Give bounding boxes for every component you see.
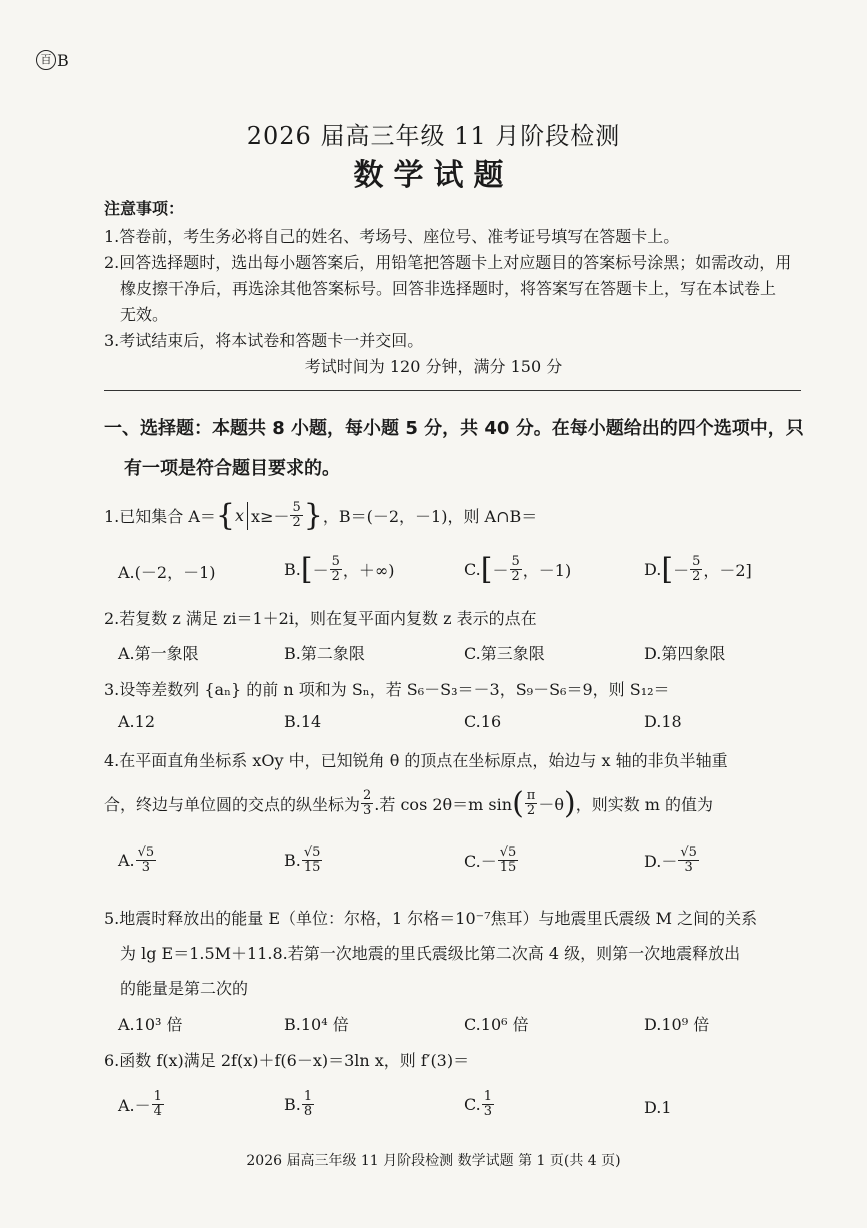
subject-title: 数学试题 xyxy=(353,158,514,193)
q1-bar xyxy=(247,502,248,530)
section-heading: 一、选择题：本题共 8 小题，每小题 5 分，共 40 分。在每小题给出的四个选项中，只 xyxy=(104,418,804,439)
q1-condition: x≥－ xyxy=(251,507,290,526)
q4-frac-pi-2: $\frac{\pi}{2}$ xyxy=(526,787,536,818)
q4-frac-2-3: $\frac{2}{3}$ xyxy=(363,787,372,818)
notes-heading: 注意事项： xyxy=(104,199,185,218)
question-4-line1: 4.在平面直角坐标系 xOy 中，已知锐角 θ 的顶点在坐标原点，始边与 x 轴的非负半轴重 xyxy=(104,751,728,770)
q5-option-d: D.10⁹ 倍 xyxy=(644,1015,710,1034)
exam-time: 考试时间为 120 分钟，满分 150 分 xyxy=(304,357,563,376)
brace-open: { xyxy=(215,498,236,533)
divider xyxy=(104,390,801,391)
badge-letter: B xyxy=(57,50,69,70)
question-1 xyxy=(104,498,537,533)
version-badge xyxy=(36,50,69,70)
page-footer: 2026 届高三年级 11 月阶段检测 数学试题 第 1 页(共 4 页) xyxy=(246,1153,621,1169)
q1-fraction: $\frac{5}{2}$ xyxy=(292,499,301,530)
q3-option-d: D.18 xyxy=(644,712,682,731)
q3-option-a: A.12 xyxy=(118,712,155,731)
q3-option-c: C.16 xyxy=(464,712,502,731)
section-heading-cont: 有一项是符合题目要求的。 xyxy=(124,458,340,479)
q5-option-b: B.10⁴ 倍 xyxy=(284,1015,349,1034)
q5-option-a: A.10³ 倍 xyxy=(118,1015,183,1034)
q6-option-a: A.－ $\frac{1}{4}$ xyxy=(118,1089,162,1120)
question-3: 3.设等差数列 {aₙ} 的前 n 项和为 Sₙ，若 S₆－S₃＝－3，S₉－S₆＝9，则 S₁₂＝ xyxy=(104,680,670,699)
q4-option-b: B. $\frac{√5}{15}$ xyxy=(284,845,321,876)
note-item-2: 2.回答选择题时，选出每小题答案后，用铅笔把答题卡上对应题目的答案标号涂黑；如需改动，用 xyxy=(104,253,792,272)
q1-prefix: 1.已知集合 A＝ xyxy=(104,507,216,526)
question-5-line2: 为 lg E＝1.5M＋11.8.若第一次地震的里氏震级比第二次高 4 级，则第一次地震释放出 xyxy=(120,944,741,963)
q4-option-a: A. $\frac{√5}{3}$ xyxy=(118,845,155,876)
question-2: 2.若复数 z 满足 zi＝1＋2i，则在复平面内复数 z 表示的点在 xyxy=(104,609,537,628)
note-item-1: 1.答卷前，考生务必将自己的姓名、考场号、座位号、准考证号填写在答题卡上。 xyxy=(104,227,680,246)
q2-option-a: A.第一象限 xyxy=(118,644,199,663)
q1-option-c: C. [ － $\frac{5}{2}$ ，－1) xyxy=(464,552,572,587)
exam-title: 2026 届高三年级 11 月阶段检测 xyxy=(246,122,621,150)
note-item-2-cont: 橡皮擦干净后，再选涂其他答案标号。回答非选择题时，将答案写在答题卡上，写在本试卷上 xyxy=(120,279,777,298)
q1-option-b: B. [ － $\frac{5}{2}$ ，＋∞) xyxy=(284,552,395,587)
q5-option-c: C.10⁶ 倍 xyxy=(464,1015,529,1034)
q2-option-b: B.第二象限 xyxy=(284,644,365,663)
q6-option-b: B. $\frac{1}{8}$ xyxy=(284,1089,313,1120)
question-4-line2: 合，终边与单位圆的交点的纵坐标为 $\frac{2}{3}$ .若 cos 2θ＝m sin ( $\frac{\pi}{2}$ －θ ) ，则实数 m 的值为 xyxy=(104,786,714,821)
question-6: 6.函数 f(x)满足 2f(x)＋f(6－x)＝3ln x，则 f′(3)＝ xyxy=(104,1051,470,1070)
q4-option-d: D.－ $\frac{√5}{3}$ xyxy=(644,845,697,876)
question-5-line1: 5.地震时释放出的能量 E（单位：尔格，1 尔格＝10⁻⁷焦耳）与地震里氏震级 M 之间的关系 xyxy=(104,909,758,928)
note-item-2-end: 无效。 xyxy=(120,305,169,324)
q3-option-b: B.14 xyxy=(284,712,322,731)
question-5-line3: 的能量是第二次的 xyxy=(120,979,249,998)
q1-set-var: x xyxy=(235,506,245,525)
q1-option-a: A.(－2，－1) xyxy=(118,563,216,582)
badge-circle: 百 xyxy=(36,50,56,70)
q6-option-c: C. $\frac{1}{3}$ xyxy=(464,1089,493,1120)
note-item-3: 3.考试结束后，将本试卷和答题卡一并交回。 xyxy=(104,331,424,350)
q2-option-c: C.第三象限 xyxy=(464,644,545,663)
q1-suffix: ，B＝(－2，－1)，则 A∩B＝ xyxy=(322,507,538,526)
q2-option-d: D.第四象限 xyxy=(644,644,726,663)
q4-option-c: C.－ $\frac{√5}{15}$ xyxy=(464,845,517,876)
brace-close: } xyxy=(303,498,323,533)
q6-option-d: D.1 xyxy=(644,1098,672,1117)
q1-option-d: D. [ － $\frac{5}{2}$ ，－2] xyxy=(644,552,752,587)
